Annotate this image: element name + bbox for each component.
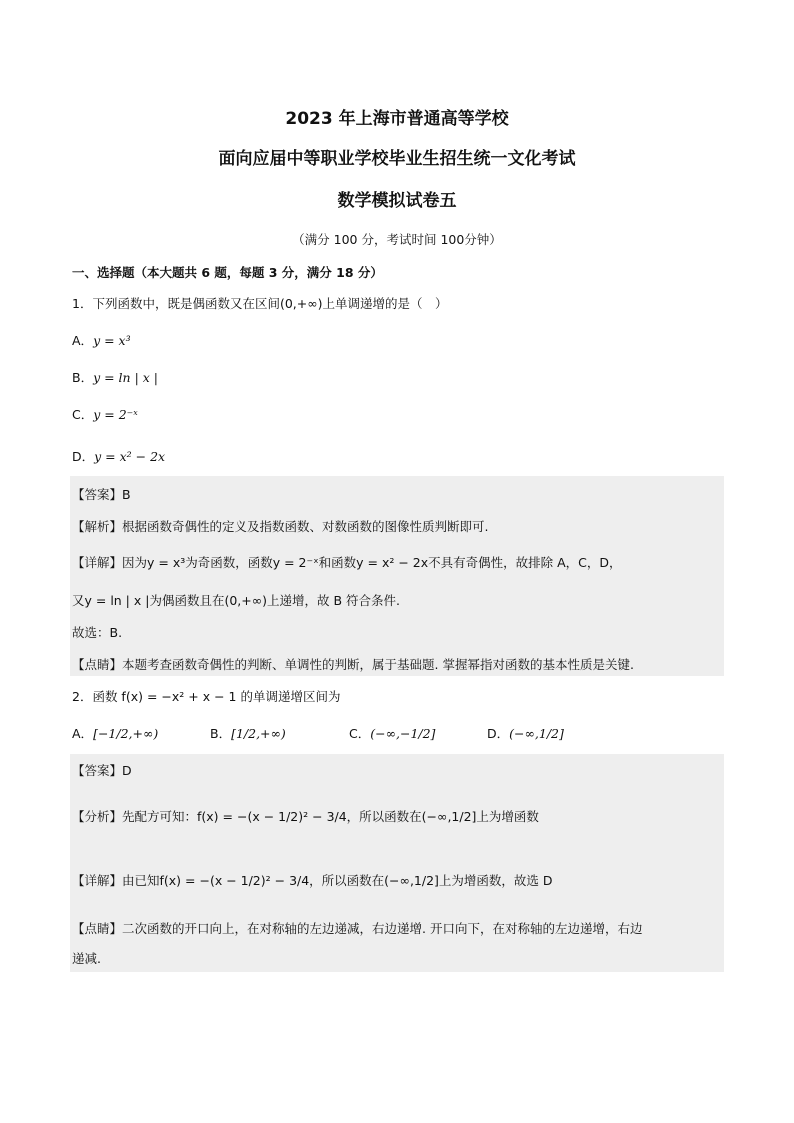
q1-option-d	[72, 447, 165, 465]
q1-option-c-expr: y = 2⁻ˣ	[93, 407, 138, 422]
q1-option-c-label: C．	[72, 407, 94, 422]
q2-detail: 【详解】由已知f(x) = −(x − 1/2)² − 3/4，所以函数在(−∞,1/2]上为增函数，故选 D	[72, 873, 553, 888]
q1-answer: 【答案】B	[72, 487, 131, 502]
q2-option-d	[487, 724, 564, 742]
q2-analysis: 【分析】先配方可知：f(x) = −(x − 1/2)² − 3/4，所以函数在(−∞,1/2]上为增函数	[72, 809, 539, 824]
q2-option-a-expr: [−1/2,+∞)	[93, 726, 159, 741]
q1-option-b-label: B．	[72, 370, 94, 385]
q1-detail-line2: 又y = ln | x |为偶函数且在(0,+∞)上递增，故 B 符合条件.	[72, 593, 401, 608]
q2-option-a-label: A．	[72, 726, 94, 741]
q2-option-c-expr: (−∞,−1/2]	[370, 726, 436, 741]
exam-title-line1: 2023 年上海市普通高等学校	[285, 109, 509, 129]
q1-option-a-label: A．	[72, 333, 94, 348]
q2-option-b-expr: [1/2,+∞)	[231, 726, 286, 741]
q1-option-a-expr: y = x³	[93, 333, 131, 348]
q2-answer: 【答案】D	[72, 763, 132, 778]
exam-title-line2: 面向应届中等职业学校毕业生招生统一文化考试	[218, 149, 576, 169]
q2-stem: 2．函数 f(x) = −x² + x − 1 的单调递增区间为	[72, 689, 341, 704]
q2-option-d-label: D．	[487, 726, 510, 741]
q1-option-c	[72, 405, 138, 423]
exam-title-line3: 数学模拟试卷五	[337, 191, 457, 211]
q2-option-c-label: C．	[349, 726, 371, 741]
q1-detail-line1: 【详解】因为y = x³为奇函数，函数y = 2⁻ˣ和函数y = x² − 2x不具有奇偶性，故排除 A，C，D，	[72, 555, 622, 570]
q1-detail-line3: 故选：B.	[72, 625, 123, 640]
q2-option-a	[72, 724, 158, 742]
q1-option-b	[72, 368, 158, 386]
q2-comment-line1: 【点睛】二次函数的开口向上，在对称轴的左边递减，右边递增. 开口向下，在对称轴的左边递增，右边	[72, 921, 643, 936]
q1-option-a	[72, 331, 131, 349]
exam-note: （满分 100 分，考试时间 100分钟）	[292, 232, 502, 247]
q1-comment: 【点睛】本题考查函数奇偶性的判断、单调性的判断，属于基础题. 掌握幂指对函数的基本性质是关键.	[72, 657, 634, 672]
q2-option-c	[349, 724, 435, 742]
q2-option-b-label: B．	[210, 726, 232, 741]
q2-solution-box	[70, 754, 724, 972]
section-heading: 一、选择题（本大题共 6 题，每题 3 分，满分 18 分）	[72, 265, 383, 280]
q1-option-d-label: D．	[72, 449, 95, 464]
q1-stem: 1．下列函数中，既是偶函数又在区间(0,+∞)上单调递增的是（ ）	[72, 296, 448, 311]
q1-option-d-expr: y = x² − 2x	[94, 449, 166, 464]
q1-option-b-expr: y = ln | x |	[93, 370, 159, 385]
q1-solution-box	[70, 476, 724, 676]
q2-option-b	[210, 724, 286, 742]
q1-analysis: 【解析】根据函数奇偶性的定义及指数函数、对数函数的图像性质判断即可.	[72, 519, 489, 534]
q2-option-d-expr: (−∞,1/2]	[509, 726, 564, 741]
q2-comment-line2: 递减.	[72, 951, 101, 966]
